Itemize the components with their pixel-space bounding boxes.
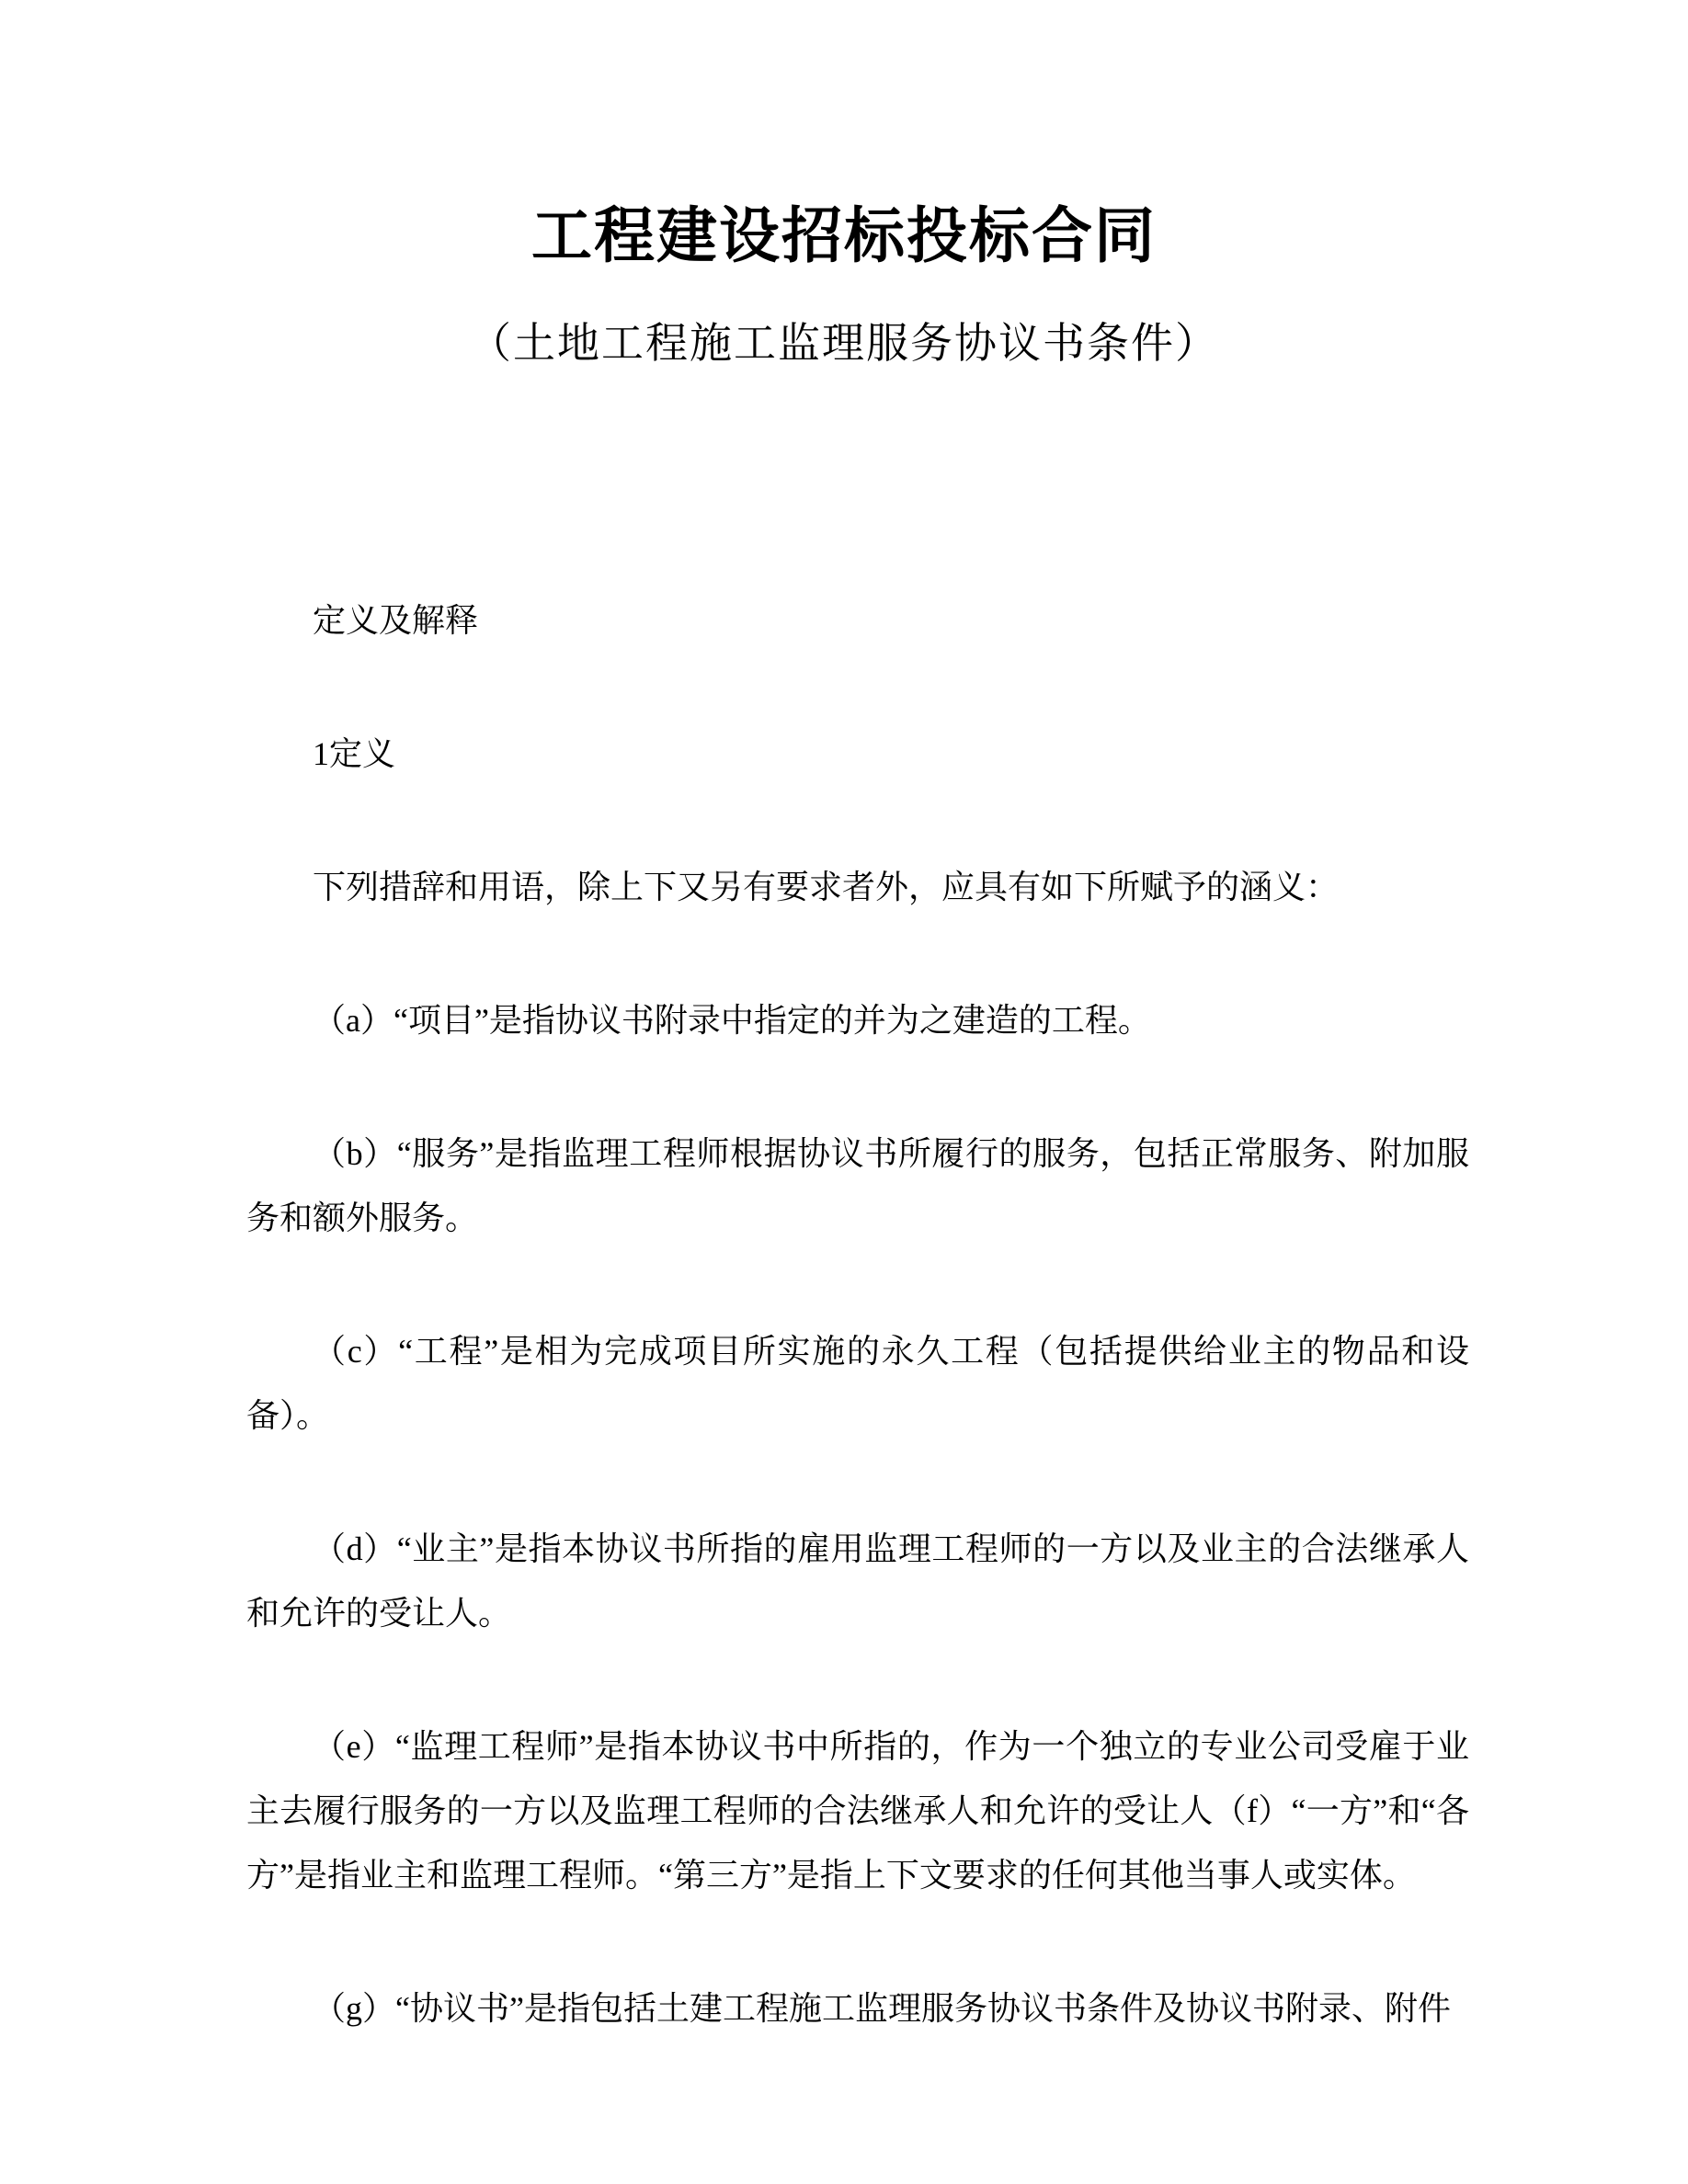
definition-item-g: （g）“协议书”是指包括土建工程施工监理服务协议书条件及协议书附录、附件 [313, 1990, 1451, 2027]
document-subtitle: （土地工程施工监理服务协议书条件） [469, 320, 1219, 367]
definition-item-d: （d）“业主”是指本协议书所指的雇用监理工程师的一方以及业主的合法继承人和允许的受让人。 [246, 1530, 1469, 1632]
definition-item-a: （a）“项目”是指协议书附录中指定的并为之建造的工程。 [313, 1002, 1151, 1039]
definition-item-c: （c）“工程”是相为完成项目所实施的永久工程（包括提供给业主的物品和设备）。 [246, 1333, 1469, 1434]
document-title: 工程建设招标投标合同 [531, 201, 1157, 269]
document-body [0, 588, 1688, 2041]
section-heading-definitions: 定义及解释 [313, 602, 479, 639]
definition-item-b: （b）“服务”是指监理工程师根据协议书所履行的服务，包括正常服务、附加服务和额外服务。 [246, 1135, 1469, 1236]
definition-item-e-f: （e）“监理工程师”是指本协议书中所指的，作为一个独立的专业公司受雇于业主去履行服务的一方以及监理工程师的合法继承人和允许的受让人（f）“一方”和“各方”是指业主和监理工程师。“第三方”是指上下文要求的任何其他当事人或实体。 [246, 1728, 1469, 1894]
intro-paragraph: 下列措辞和用语，除上下又另有要求者外，应具有如下所赋予的涵义： [313, 869, 1340, 905]
subsection-heading-definition: 1定义 [313, 735, 396, 772]
